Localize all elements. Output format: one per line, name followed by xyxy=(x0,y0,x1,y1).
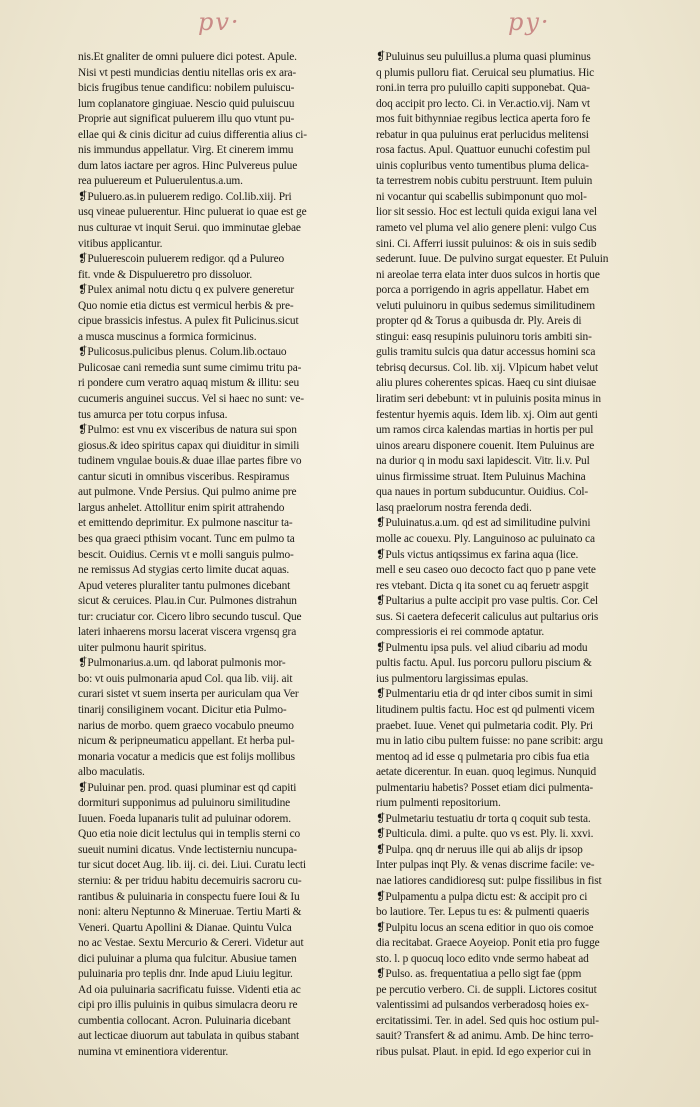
text-line: giosus.& ideo spiritus capax qui diuiditur in simili xyxy=(78,439,300,452)
text-line: cipue brassicis infestus. A pulex fit Pulicinus.sicut xyxy=(78,315,299,328)
text-line: dormituri supponimus ad puluinoru similitudine xyxy=(78,797,291,810)
text-line: Proprie aut significat puluerem illu quo vtunt pu- xyxy=(78,113,295,126)
text-line: albo maculatis. xyxy=(78,766,145,779)
text-line: tur: cruciatur cor. Cicero libro secundo tuscul. Que xyxy=(78,610,302,623)
text-line: bes qua graeci pthisim vocant. Tunc em pulmo ta xyxy=(78,532,295,545)
folio-mark-left: pv· xyxy=(198,8,241,36)
text-line: sueuit numini dicatus. Vnde lectisterniu nuncupa- xyxy=(78,843,297,856)
text-line: ❡Pulpa. qnq dr neruus ille qui ab alijs dr ipsop xyxy=(376,843,583,856)
text-line: Nisi vt pesti mundicias dentiu nitellas oris ex ara- xyxy=(78,66,297,79)
text-line: aut pulmone. Vnde Persius. Qui pulmo anime pre xyxy=(78,486,297,499)
text-line: numina vt eminentiora viderentur. xyxy=(78,1046,229,1058)
text-line: dum latos iactare per agros. Hinc Pulvereus pulue xyxy=(78,159,298,172)
text-line: ❡Pulmentu ipsa puls. vel aliud cibariu ad modu xyxy=(376,641,588,654)
text-line: usq vineae puluerentur. Hinc puluerat io quae est ge xyxy=(78,206,307,219)
text-line: veluti puluinoru in quibus sedemus similitudinem xyxy=(376,299,596,312)
text-line: porca a porrigendo in agris appellatur. Habet em xyxy=(376,284,589,297)
text-line: ta terrestrem nobis cubitu perstruunt. Item puluin xyxy=(376,175,593,188)
text-line: bo lautiore. Ter. Lepus tu es: & pulmenti quaeris xyxy=(376,906,590,919)
text-line: ❡Puluerescoin puluerem redigor. qd a Pulureo xyxy=(78,253,285,266)
text-line: pultis factu. Apul. Ius porcoru pulloru piscium & xyxy=(376,657,592,670)
text-line: ❡Puluinatus.a.um. qd est ad similitudine pulvini xyxy=(376,517,591,530)
text-line: uinis copluribus vento tumentibus pluma delica- xyxy=(376,159,589,172)
text-line: ❡Pulmentariu etia dr qd inter cibos sumit in simi xyxy=(376,688,593,701)
text-line: Apud veteres pluraliter tantu pulmones dicebant xyxy=(78,579,291,592)
text-line: nicum & peripneumaticu appellant. Et herba pul- xyxy=(78,735,295,748)
text-line: ercitatissimi. Ter. in adel. Sed quis hoc ostium pul- xyxy=(376,1014,599,1027)
text-line: aliu plures coherentes spicas. Haeq cu sint diuisae xyxy=(376,377,597,390)
text-line: dici puluinar a pluma qua fulcitur. Abusiue tamen xyxy=(78,952,297,965)
text-line: ❡Pultarius a pulte accipit pro vase pultis. Cor. Cel xyxy=(376,595,598,608)
text-line: largus anhelet. Attollitur enim spirit attrahendo xyxy=(78,501,285,514)
text-line: Quo nomie etia dictus est vermicul herbis & pre- xyxy=(78,299,294,312)
text-line: sus. Si caetera defecerit caliculus aut pultarius oris xyxy=(376,610,599,623)
text-line: dia recitabat. Graece Aoyeiop. Ponit etia pro fugge xyxy=(376,937,600,950)
text-line: mell e seu caseo ouo decocto fact quo p pane vete xyxy=(376,564,596,577)
text-line: gulis tramitu sulcis qua datur accessus homini sca xyxy=(376,346,596,359)
text-line: ribus pulsat. Plaut. in epid. Id ego experior cui in xyxy=(376,1046,591,1058)
text-line: praebet. Iuue. Venet qui pulmetaria codit. Ply. Pri xyxy=(376,719,593,732)
text-line: Iuuen. Foeda lupanaris tulit ad puluinar odorem. xyxy=(78,812,291,825)
folio-mark-right: py· xyxy=(508,8,551,36)
text-line: liratim seri debebunt: vt in puluinis posita minus in xyxy=(376,393,601,406)
text-line: noni: alteru Neptunno & Mineruae. Tertiu Marti & xyxy=(78,906,302,919)
text-line: rium pulmenti repositorium. xyxy=(376,797,501,810)
text-line: ❡Pulpamentu a pulpa dictu est: & accipit pro ci xyxy=(376,890,588,903)
text-line: Veneri. Quartu Apollini & Dianae. Quintu Vulca xyxy=(78,921,292,934)
text-line: sederunt. Iuue. De pulvino surgat equester. Et Puluin xyxy=(376,253,609,266)
text-line: litudinem pultis factu. Hoc est qd pulmenti vicem xyxy=(376,703,595,716)
text-line: tur sicut docet Aug. lib. iij. ci. dei. Liui. Curatu lecti xyxy=(78,859,306,872)
text-line: ni vocantur qui scabellis subimponunt quo mol- xyxy=(376,190,587,203)
text-line: sto. l. p quocuq loco edito vnde sermo habeat ad xyxy=(376,952,589,965)
text-line: no ac Vestae. Sextu Mercurio & Cereri. Videtur aut xyxy=(78,937,304,950)
text-line: vitibus applicantur. xyxy=(78,237,163,250)
text-line: uinos arearu disponere couenit. Item Puluinus are xyxy=(376,439,595,452)
text-line: rantibus & puluinaria in conspectu fuere Ioui & Iu xyxy=(78,890,300,903)
text-line: ❡Puls victus antiqssimus ex farina aqua (lice. xyxy=(376,548,579,561)
text-line: qua naues in portum subducuntur. Ouidius. Col- xyxy=(376,486,589,499)
text-line: narius de morbo. quem graeco vocabulo pneumo xyxy=(78,719,294,732)
text-line: nis.Et gnaliter de omni puluere dici potest. Apule. xyxy=(78,51,297,63)
text-line: cantur sicuti in omnibus visceribus. Respiramus xyxy=(78,470,290,483)
text-line: ❡Pulso. as. frequentatiua a pello sigt fae (ppm xyxy=(376,968,582,981)
text-line: rea puluereum et Puluerulentus.a.um. xyxy=(78,175,243,188)
text-line: bo: vt ouis pulmonaria apud Col. qua lib. viij. ait xyxy=(78,672,293,685)
text-line: cipi pro illis puluinis in quibus simulacra deoru re xyxy=(78,999,298,1012)
text-line: uiter pulmonu haurit spiritus. xyxy=(78,641,207,654)
text-line: ❡Puluinar pen. prod. quasi pluminar est qd capiti xyxy=(78,781,297,794)
text-line: tinarij consiliginem vocant. Dicitur etia Pulmo- xyxy=(78,703,287,716)
text-line: ni areolae terra elata inter duos sulcos in hortis que xyxy=(376,268,600,281)
text-line: lior sit sessio. Hoc est lectuli quida exigui lana vel xyxy=(376,206,597,219)
text-line: tebrisq decursus. Col. lib. xij. Vlpicum habet velut xyxy=(376,361,598,374)
text-line: roni.in terra pro puluillo capiti supponebat. Qua- xyxy=(376,82,590,95)
text-line: et emittendo deprimitur. Ex pulmone nascitur ta- xyxy=(78,517,293,530)
text-line: propter qd & Torus a quibusda dr. Ply. Areis di xyxy=(376,315,582,328)
text-line: ❡Pulmo: est vnu ex visceribus de natura sui spon xyxy=(78,424,297,437)
text-line: sini. Ci. Afferri iussit puluinos: & ois in suis sedib xyxy=(376,237,597,250)
right-text-column xyxy=(376,50,661,1061)
text-line: mu in latio cibu pultem fuisse: no pane scribit: argu xyxy=(376,735,603,748)
text-line: q plumis pulloru fiat. Ceruical seu plumatius. Hic xyxy=(376,66,595,79)
text-line: sauit? Transfert & ad animu. Amb. De hinc terro- xyxy=(376,1030,594,1043)
text-line: puluinaria pro teplis dnr. Inde apud Liuiu legitur. xyxy=(78,968,293,981)
text-line: ❡Pulmonarius.a.um. qd laborat pulmonis mor- xyxy=(78,657,286,670)
text-line: nis immundus appellatur. Virg. Et cinerem immu xyxy=(78,144,294,157)
text-line: a musca muscinus a formica formicinus. xyxy=(78,330,257,343)
text-line: lasq praelorum nostra ferenda dedi. xyxy=(376,501,532,514)
text-line: ❡Pulpitu locus an scena editior in quo ois comoe xyxy=(376,921,594,934)
left-text-column xyxy=(78,50,363,1061)
text-line: doq accipit pro lecto. Ci. in Ver.actio.vij. Nam vt xyxy=(376,97,590,110)
text-line: ❡Pulicosus.pulicibus plenus. Colum.lib.octauo xyxy=(78,346,287,359)
text-line: aut lecticae diuorum aut tabulata in quibus stabant xyxy=(78,1030,300,1043)
text-line: lateri inhaerens morsu lacerat viscera vrgensq gra xyxy=(78,626,297,639)
text-line: tudinem vngulae bouis.& duae illae partes fibre vo xyxy=(78,455,302,468)
text-line: fit. vnde & Dispulueretro pro dissoluor. xyxy=(78,268,253,281)
text-line: ❡Pulticula. dimi. a pulte. quo vs est. Ply. li. xxvi. xyxy=(376,828,594,841)
text-line: res vtebant. Dicta q ita sonet cu aq feruetr aspgit xyxy=(376,579,589,592)
text-line: cumbentia collocant. Acron. Puluinaria dicebant xyxy=(78,1014,291,1027)
text-line: aetate dicerentur. In euan. quoq legimus. Nunquid xyxy=(376,766,597,779)
text-line: ❡Pulmetariu testuatiu dr torta q coquit sub testa. xyxy=(376,812,591,825)
text-line: mentoq ad id esse q pulmetaria pro cibis fua etia xyxy=(376,750,590,763)
text-line: bicis frugibus tenue candificu: nobilem puluiscu- xyxy=(78,82,295,95)
text-line: ❡Puluinus seu puluillus.a pluma quasi pluminus xyxy=(376,51,591,63)
text-line: valentissimi ad pulsandos verberadosq hoies ex- xyxy=(376,999,589,1012)
text-line: pulmentariu habetis? Posset etiam dici pulmenta- xyxy=(376,781,594,794)
text-line: compressioris ei rei commode aptatur. xyxy=(376,626,545,639)
text-line: rosa factus. Apul. Quattuor eunuchi cofestim pul xyxy=(376,144,591,157)
text-line: Ad oia puluinaria sacrificatu fuisse. Videnti etia ac xyxy=(78,983,301,996)
text-line: ❡Puluero.as.in puluerem redigo. Col.lib.xiij. Pri xyxy=(78,190,292,203)
text-line: curari sistet vt suem inserta per auriculam qua Ver xyxy=(78,688,299,701)
text-line: na durior q in modu saxi lapidescit. Vitr. li.v. Pul xyxy=(376,455,590,468)
text-line: molle ac couexu. Ply. Languinoso ac puluinato ca xyxy=(376,532,595,545)
text-line: ne remissus Ad stygias certo limite ducat aquas. xyxy=(78,564,290,577)
text-line: Pulicosae cani remedia sunt sume cimimu tritu pa- xyxy=(78,361,302,374)
text-line: stingui: easq resupinis puluinoru toris ambiti sin- xyxy=(376,330,592,343)
text-line: ellae qui & cinis dicitur ad cuius differentia alius ci- xyxy=(78,128,307,141)
text-line: nus culturae vt inquit Serui. quo imminutae glebae xyxy=(78,222,301,235)
text-line: sterniu: & per triduu habitu decemuiris sacroru cu- xyxy=(78,874,302,887)
text-line: bescit. Ouidius. Cernis vt e molli sanguis pulmo- xyxy=(78,548,294,561)
text-line: festentur hyemis aquis. Idem lib. xj. Oim aut genti xyxy=(376,408,598,421)
text-line: monaria vocatur a medicis que est folijs mollibus xyxy=(78,750,295,763)
text-line: nae latiores candidioresq sut: pulpe fissilibus in fist xyxy=(376,874,602,887)
text-line: ri pondere cum veratro aquaq mistum & illitu: seu xyxy=(78,377,300,390)
text-line: rebatur in qua puluinus erat perlucidus melitensi xyxy=(376,128,589,141)
text-line: ius pulmentoru largissimas epulas. xyxy=(376,672,529,685)
text-line: Inter pulpas inqt Ply. & venas discrime facile: ve- xyxy=(376,859,595,872)
text-line: ❡Pulex animal notu dictu q ex pulvere generetur xyxy=(78,284,295,297)
text-line: sicut & ceruices. Plau.in Cur. Pulmones distrahun xyxy=(78,595,297,608)
text-line: rameto vel pluma vel alio genere pleni: vulgo Cus xyxy=(376,222,597,235)
text-line: tus amurca per totu corpus infusa. xyxy=(78,408,228,421)
text-line: uinus firmissime struat. Item Puluinus Machina xyxy=(376,470,586,483)
text-line: lum coplanatore gingiuae. Nescio quid puluiscuu xyxy=(78,97,295,110)
text-line: Quo etia noie dicit lectulus qui in templis sterni co xyxy=(78,828,301,841)
text-line: um ramos circa kalendas martias in hortis per pul xyxy=(376,424,594,437)
text-line: mos fuit bithynniae regibus lectica aperta foro fe xyxy=(376,113,591,126)
text-line: pe percutio verbero. Ci. de suppli. Lictores cositut xyxy=(376,983,597,996)
text-line: cucumeris anguinei succus. Vel si haec no sunt: ve- xyxy=(78,393,304,406)
